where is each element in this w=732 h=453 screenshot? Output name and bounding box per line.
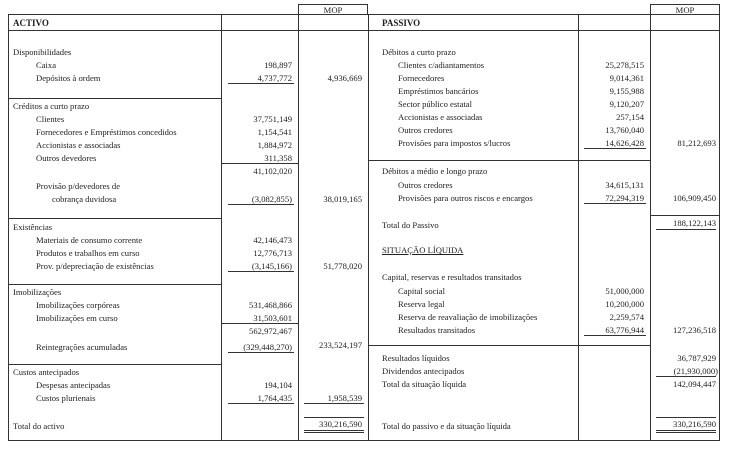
rule — [304, 432, 364, 433]
creditos-subtotal: 41,102,020 — [253, 166, 292, 176]
row-reintegr-value: (329,448,270) — [243, 342, 292, 352]
rule — [8, 98, 222, 99]
total-final-value: 330,216,590 — [673, 419, 716, 429]
row-provisao-value: (3,082,855) — [251, 194, 292, 204]
section-debitos-curto: Débitos a curto prazo — [382, 47, 456, 57]
total-passivo-value: 188,122,143 — [673, 218, 716, 228]
total-activo-label: Total do activo — [13, 421, 65, 431]
row-imob-corp-label: Imobilizações corpóreas — [36, 300, 120, 310]
row-dividendos-label: Dividendos antecipados — [382, 366, 465, 376]
section-custos-ant: Custos antecipados — [13, 367, 80, 377]
row-emprestimos-value: 9,155,988 — [609, 86, 644, 96]
section-situacao: SITUAÇÃO LÍQUIDA — [382, 245, 464, 255]
row-reserva-reav-value: 2,259,574 — [609, 312, 644, 322]
header-rule — [8, 30, 720, 31]
row-provisao-label1: Provisão p/devedores de — [36, 181, 121, 191]
total-activo-value: 330,216,590 — [319, 419, 362, 429]
custos-total: 1,958,539 — [327, 393, 362, 403]
row-clientes-value: 37,751,149 — [253, 114, 292, 124]
row-clientes-adiant-value: 25,278,515 — [605, 60, 644, 70]
total-sit-value: 142,094,447 — [673, 379, 716, 389]
row-produtos-value: 12,776,713 — [253, 248, 292, 258]
rule — [228, 204, 294, 205]
rule — [222, 323, 298, 324]
row-reserva-reav-label: Reserva de reavaliação de imobilizações — [398, 312, 538, 322]
row-clientes-adiant-label: Clientes c/adiantamentos — [398, 60, 485, 70]
section-imobilizacoes: Imobilizações — [13, 287, 62, 297]
row-prov-exist-value: (3,145,166) — [251, 261, 292, 271]
rule — [584, 203, 646, 204]
rule — [304, 403, 364, 404]
debitos-medio-total: 106,909,450 — [673, 193, 716, 203]
activo-title: ACTIVO — [13, 18, 49, 28]
row-result-trans-label: Resultados transitados — [398, 325, 476, 335]
row-caixa-label: Caixa — [36, 60, 57, 70]
row-materiais-label: Materiais de consumo corrente — [36, 235, 143, 245]
row-reintegr-label: Reintegrações acumuladas — [36, 342, 128, 352]
section-disponibilidades: Disponibilidades — [13, 47, 72, 57]
row-outros-cred2-value: 34,615,131 — [605, 180, 644, 190]
row-custos-plur-value: 1,764,435 — [257, 393, 292, 403]
row-fornec-label: Fornecedores e Empréstimos concedidos — [36, 127, 177, 137]
row-sector-label: Sector público estatal — [398, 99, 472, 109]
rule — [656, 229, 716, 230]
total-sit-label: Total da situação líquida — [382, 379, 467, 389]
row-depositos-value: 4,737,772 — [257, 73, 292, 83]
rule — [656, 432, 716, 433]
currency-left: MOP — [323, 5, 343, 15]
passivo-title: PASSIVO — [382, 18, 421, 28]
rule — [8, 364, 222, 365]
row-despesas-label: Despesas antecipadas — [36, 380, 111, 390]
row-result-liq-label: Resultados líquidos — [382, 353, 450, 363]
rule — [222, 163, 298, 164]
row-fornecedores-value: 9,014,361 — [609, 73, 644, 83]
row-prov-exist-label: Prov. p/depreciação de existências — [36, 261, 154, 271]
row-accion-p-value: 257,154 — [616, 112, 644, 122]
row-custos-plur-label: Custos plurienais — [36, 393, 96, 403]
section-creditos: Créditos a curto prazo — [13, 101, 90, 111]
row-fornec-value: 1,154,541 — [257, 127, 292, 137]
rule — [584, 335, 646, 336]
col-sep-mid — [368, 14, 369, 441]
rule — [228, 271, 294, 272]
row-fornecedores-label: Fornecedores — [398, 73, 445, 83]
row-provisoes-imp-label: Provisões para impostos s/lucros — [398, 138, 511, 148]
row-provisoes-riscos-label: Provisões para outros riscos e encargos — [398, 193, 533, 203]
row-reserva-legal-value: 10,200,000 — [605, 299, 644, 309]
row-provisoes-imp-value: 14,626,428 — [605, 138, 644, 148]
row-reserva-legal-label: Reserva legal — [398, 299, 445, 309]
row-emprestimos-label: Empréstimos bancários — [398, 86, 479, 96]
rule — [584, 148, 646, 149]
rule — [650, 215, 720, 216]
row-depositos-label: Depósitos à ordem — [36, 73, 101, 83]
rule — [228, 352, 294, 353]
row-result-liq-value: 36,787,929 — [677, 353, 716, 363]
row-accion-label: Accionistas e associadas — [36, 140, 121, 150]
row-outros-dev-label: Outros devedores — [36, 153, 97, 163]
row-result-trans-value: 63,776,944 — [605, 325, 644, 335]
section-capital: Capital, reservas e resultados transitados — [382, 272, 522, 282]
row-caixa-value: 198,897 — [264, 60, 292, 70]
row-sector-value: 9,120,207 — [609, 99, 644, 109]
row-outros-cred-value: 13,760,040 — [605, 125, 644, 135]
row-accion-p-label: Accionistas e associadas — [398, 112, 483, 122]
row-produtos-label: Produtos e trabalhos em curso — [36, 248, 140, 258]
rule — [304, 430, 364, 431]
row-outros-cred-label: Outros credores — [398, 125, 453, 135]
debitos-curto-total: 81,212,693 — [677, 138, 716, 148]
rule — [304, 417, 364, 418]
section-debitos-medio: Débitos a médio e longo prazo — [382, 166, 488, 176]
row-materiais-value: 42,146,473 — [253, 235, 292, 245]
row-outros-dev-value: 311,358 — [264, 153, 292, 163]
row-outros-cred2-label: Outros credores — [398, 180, 453, 190]
row-capital-value: 51,000,000 — [605, 286, 644, 296]
row-imob-curso-label: Imobilizações em curso — [36, 313, 118, 323]
disp-total: 4,936,669 — [327, 73, 362, 83]
rule — [228, 403, 294, 404]
row-provisoes-riscos-value: 72,294,319 — [605, 193, 644, 203]
row-clientes-label: Clientes — [36, 114, 65, 124]
currency-right: MOP — [675, 5, 695, 15]
section-existencias: Existências — [13, 222, 53, 232]
rule — [228, 83, 294, 84]
rule — [8, 218, 222, 219]
rule — [656, 430, 716, 431]
rule — [656, 417, 716, 418]
rule — [656, 376, 716, 377]
row-dividendos-value: (21,930,000) — [673, 366, 718, 376]
rule — [368, 345, 650, 346]
row-capital-label: Capital social — [398, 286, 446, 296]
imob-total: 233,524,197 — [319, 340, 362, 350]
rule — [8, 284, 222, 285]
exist-total: 51,778,020 — [323, 261, 362, 271]
row-imob-corp-value: 531,468,866 — [249, 300, 292, 310]
row-despesas-value: 194,104 — [264, 380, 292, 390]
row-imob-curso-value: 31,503,601 — [253, 313, 292, 323]
row-provisao-label2: cobrança duvidosa — [52, 194, 117, 204]
total-final-label: Total do passivo e da situação líquida — [382, 421, 511, 431]
rule — [368, 160, 650, 161]
total-passivo-label: Total do Passivo — [382, 220, 439, 230]
capital-total: 127,236,518 — [673, 325, 716, 335]
creditos-total: 38,019,165 — [323, 194, 362, 204]
imob-subtotal: 562,972,467 — [249, 326, 292, 336]
row-accion-value: 1,884,972 — [257, 140, 292, 150]
